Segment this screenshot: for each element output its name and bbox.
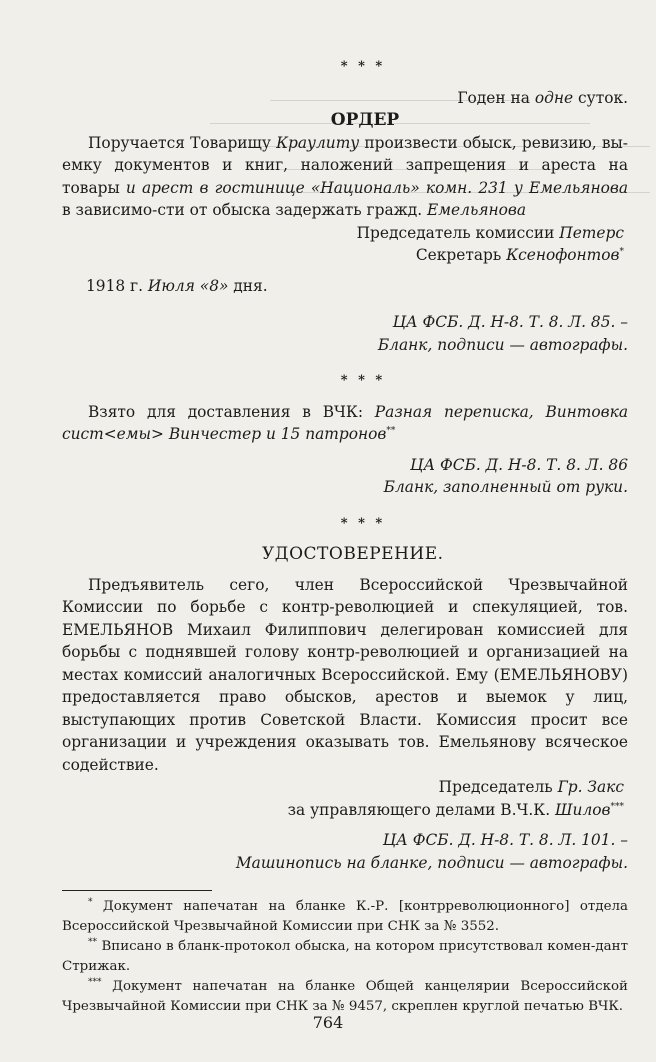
certificate-text: Предъявитель сего, член Всероссийской Чрезвычайной Комиссии по борьбе с контр-революцией и спекуляцией, тов. ЕМЕЛЬЯНОВ Михаил Филиппович делегирован комиссией для борьбы с поднявшей голову контр-революцией и организацией на местах комиссий аналогичных Всероссийской. Ему (ЕМЕЛЬЯНОВУ) предоставляется право обысков, арестов и выемок у лиц, выступающих против Советской Власти. Комиссия просит все организации и учреждения оказывать тов. Емельянову всяческое содействие. — [62, 575, 628, 774]
signature-chairman: Председатель комиссии Петерс — [356, 223, 624, 242]
signature-manager: за управляющего делами В.Ч.К. Шилов*** — [287, 800, 624, 819]
section-separator: * * * — [340, 59, 386, 74]
seized-items-text: Взято для доставления в ВЧК: Разная переписка, Винтовка сист<емы> Винчестер и 15 патронов** — [62, 402, 628, 443]
archive-note: Бланк, подписи — автографы. — [377, 335, 628, 354]
archive-source: ЦА ФСБ. Д. Н-8. Т. 8. Л. 85. – — [392, 313, 628, 331]
archive-source: ЦА ФСБ. Д. Н-8. Т. 8. Л. 101. – — [382, 831, 628, 849]
footnote-2: ** Вписано в бланк-протокол обыска, на котором присутствовал комен-дант Стрижак. — [62, 937, 628, 974]
archive-source: ЦА ФСБ. Д. Н-8. Т. 8. Л. 86 — [410, 455, 628, 474]
signature-secretary: Секретарь Ксенофонтов* — [415, 246, 624, 264]
archive-note: Бланк, заполненный от руки. — [383, 478, 628, 496]
document-body — [62, 56, 628, 1017]
section-separator: * * * — [340, 373, 386, 388]
archive-note: Машинопись на бланке, подписи — автографы. — [235, 853, 628, 872]
order-title: ОРДЕР — [330, 110, 400, 130]
validity-line: Годен на одне суток. — [457, 88, 628, 107]
footnote-1: * Документ напечатан на бланке К.-Р. [контрреволюционного] отдела Всероссийской Чрезвычайной Комиссии при СНК за № 3552. — [62, 897, 629, 934]
section-separator: * * * — [340, 515, 386, 531]
page-number: 764 — [312, 1013, 344, 1032]
signature-chairman: Председатель Гр. Закс — [438, 778, 624, 796]
order-text: Поручается Товарищу Краулиту произвести обыск, ревизию, вы-емку документов и книг, наложений запрещения и ареста на товары и арест в гостинице «Националь» комн. 231 у Емельянова в зависимо-сти от обыска задержать гражд. Емельянова — [62, 133, 628, 219]
order-date: 1918 г. Июля «8» дня. — [86, 276, 268, 295]
footnote-3: *** Документ напечатан на бланке Общей канцелярии Всероссийской Чрезвычайной Комиссии при СНК за № 9457, скреплен круглой печатью ВЧК. — [62, 977, 628, 1014]
certificate-title: УДОСТОВЕРЕНИЕ. — [262, 544, 444, 564]
footnote-divider — [62, 890, 212, 891]
